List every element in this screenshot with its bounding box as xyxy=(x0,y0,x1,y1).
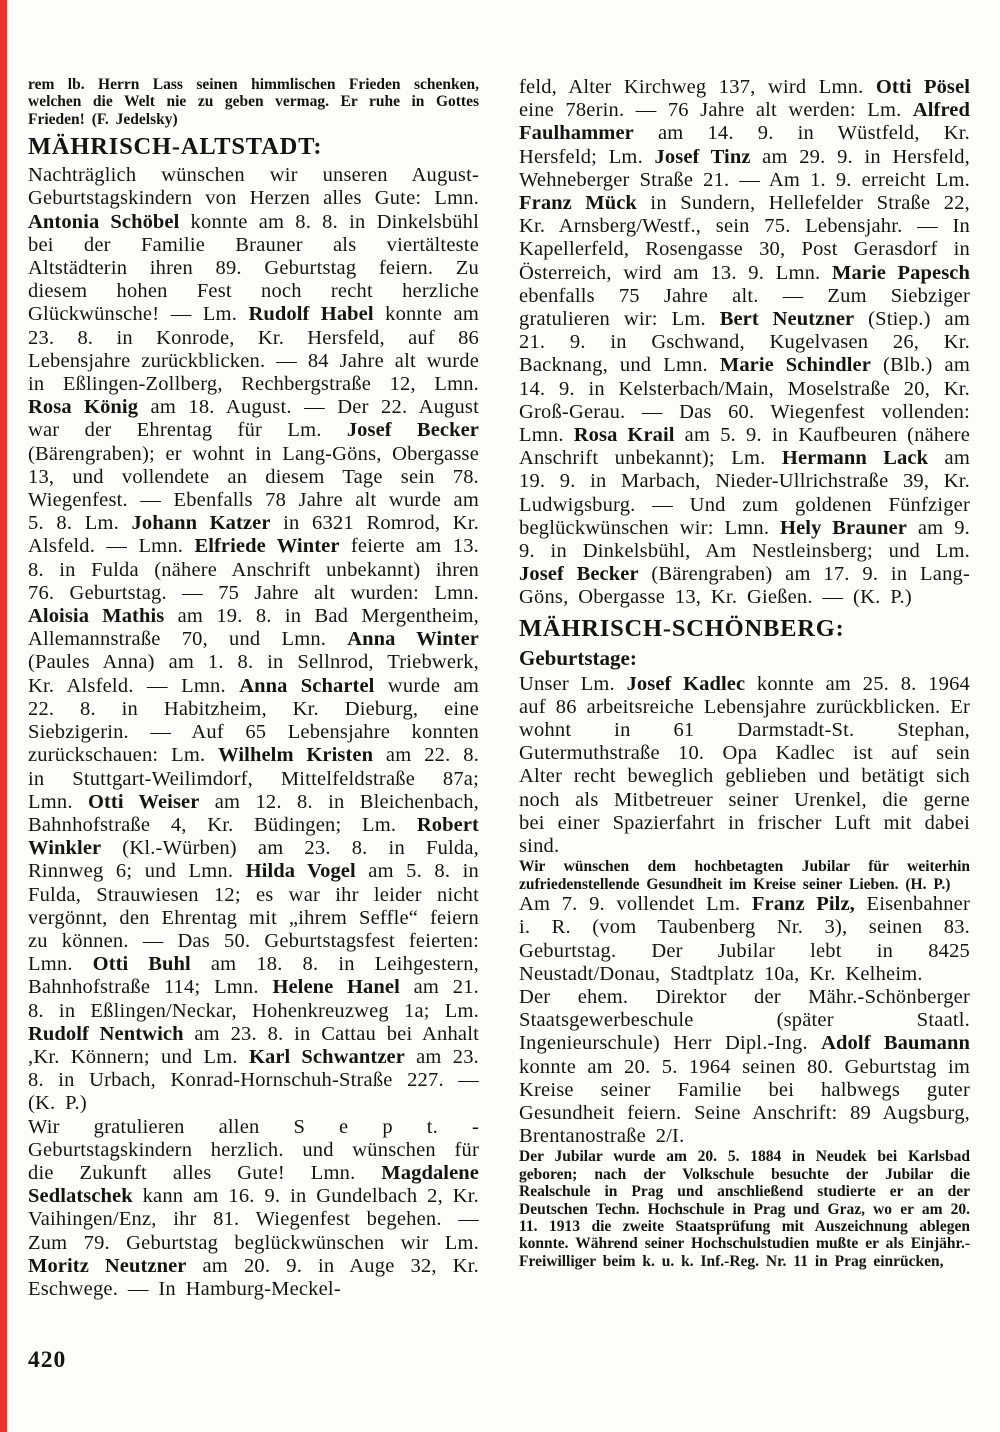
september-birthdays-paragraph: Wir gratulieren allen S e p t. - Geburtstagskindern herzlich. und wünschen für die Zukunft alles Gute! Lmn. Magdalene Sedlatschek kann am 16. 9. in Gundelbach 2, Kr. Vaihingen/Enz, ihr 81. Wiegenfest begehen. — Zum 79. Geburtstag beglückwünschen wir Lm. Moritz Neutzner am 20. 9. in Auge 32, Kr. Eschwege. — In Hamburg-Meckel- xyxy=(28,1115,479,1300)
right-column xyxy=(519,76,970,1374)
kadlec-wishes-note: Wir wünschen dem hochbetagten Jubilar für weiterhin zufriedenstellende Gesundheit im Kreise seiner Lieben. (H. P.) xyxy=(519,858,970,893)
august-birthdays-paragraph: Nachträglich wünschen wir unseren August-Geburtstagskindern von Herzen alles Gute: Lmn. Antonia Schöbel konnte am 8. 8. in Dinkelsbühl bei der Familie Brauner als viertälteste Altstädterin ihren 89. Geburtstag feiern. Zu diesem hohen Fest noch recht herzliche Glückwünsche! — Lm. Rudolf Habel konnte am 23. 8. in Konrode, Kr. Hersfeld, auf 86 Lebensjahre zurückblicken. — 84 Jahre alt wurde in Eßlingen-Zollberg, Rechbergstraße 12, Lmn. Rosa König am 18. August. — Der 22. August war der Ehrentag für Lm. Josef Becker (Bärengraben); er wohnt in Lang-Göns, Obergasse 13, und vollendete an diesem Tage sein 78. Wiegenfest. — Ebenfalls 78 Jahre alt wurde am 5. 8. Lm. Johann Katzer in 6321 Romrod, Kr. Alsfeld. — Lmn. Elfriede Winter feierte am 13. 8. in Fulda (nähere Anschrift unbekannt) ihren 76. Geburtstag. — 75 Jahre alt wurden: Lmn. Aloisia Mathis am 19. 8. in Bad Mergentheim, Allemannstraße 70, und Lmn. Anna Winter (Paules Anna) am 1. 8. in Sellnrod, Triebwerk, Kr. Alsfeld. — Lmn. Anna Schartel wurde am 22. 8. in Habitzheim, Kr. Dieburg, eine Siebzigerin. — Auf 65 Lebensjahre konnten zurückschauen: Lm. Wilhelm Kristen am 22. 8. in Stuttgart-Weilimdorf, Mittelfeldstraße 87a; Lmn. Otti Weiser am 12. 8. in Bleichenbach, Bahnhofstraße 4, Kr. Büdingen; Lm. Robert Winkler (Kl.-Würben) am 23. 8. in Fulda, Rinnweg 6; und Lmn. Hilda Vogel am 5. 8. in Fulda, Strauwiesen 12; es war ihr leider nicht vergönnt, den Ehrentag mit „ihrem Seffle“ feiern zu können. — Das 50. Geburtstagsfest feierten: Lmn. Otti Buhl am 18. 8. in Leihgestern, Bahnhofstraße 114; Lmn. Helene Hanel am 21. 8. in Eßlingen/Neckar, Hohenkreuzweg 1a; Lm. Rudolf Nentwich am 23. 8. in Cattau bei Anhalt ,Kr. Könnern; und Lm. Karl Schwantzer am 23. 8. in Urbach, Konrad-Hornschuh-Straße 227. — (K. P.) xyxy=(28,164,480,1115)
subheading-geburtstage: Geburtstage: xyxy=(519,645,637,670)
section-heading-maehrisch-altstadt: MÄHRISCH-ALTSTADT: xyxy=(28,133,323,161)
pilz-birthday-paragraph: Am 7. 9. vollendet Lm. Franz Pilz, Eisenbahner i. R. (vom Taubenberg Nr. 3), seinen 83. Geburtstag. Der Jubilar lebt in 8425 Neustadt/Donau, Stadtplatz 10a, Kr. Kelheim. xyxy=(519,893,970,985)
september-birthdays-continued-paragraph: feld, Alter Kirchweg 137, wird Lmn. Otti Pösel eine 78erin. — 76 Jahre alt werden: Lm. Alfred Faulhammer am 14. 9. in Wüstfeld, Kr. Hersfeld; Lm. Josef Tinz am 29. 9. in Hersfeld, Wehneberger Straße 21. — Am 1. 9. erreicht Lm. Franz Mück in Sundern, Hellefelder Straße 22, Kr. Arnsberg/Westf., sein 75. Lebensjahr. — In Kapellerfeld, Rosengasse 30, Post Gerasdorf in Österreich, wird am 13. 9. Lmn. Marie Papesch ebenfalls 75 Jahre alt. — Zum Siebziger gratulieren wir: Lm. Bert Neutzner (Stiep.) am 21. 9. in Gschwand, Kugelvasen 26, Kr. Backnang, und Lmn. Marie Schindler (Blb.) am 14. 9. in Kelsterbach/Main, Moselstraße 20, Kr. Groß-Gerau. — Das 60. Wiegenfest vollenden: Lmn. Rosa Krail am 5. 9. in Kaufbeuren (nähere Anschrift unbekannt); Lm. Hermann Lack am 19. 9. in Marbach, Nieder-Ullrichstraße 39, Kr. Ludwigsburg. — Und zum goldenen Fünfziger beglückwünschen wir: Lmn. Hely Brauner am 9. 9. in Dinkelsbühl, Am Nestleinsberg; und Lm. Josef Becker (Bärengraben) am 17. 9. in Lang-Göns, Obergasse 13, Kr. Gießen. — (K. P.) xyxy=(519,76,971,609)
page-number: 420 xyxy=(28,1347,67,1374)
baumann-biography-note: Der Jubilar wurde am 20. 5. 1884 in Neudek bei Karlsbad geboren; nach der Volkschule besuchte der Jubilar die Realschule in Prag und anschließend studierte er an der Deutschen Techn. Hochschule in Prag und Graz, wo er am 20. 11. 1913 die zweite Staatsprüfung mit Auszeichnung ablegen konnte. Während seiner Hochschulstudien mußte er als Einjähr.-Freiwilliger beim k. u. k. Inf.-Reg. Nr. 11 in Prag einrücken, xyxy=(519,1148,970,1270)
kadlec-birthday-paragraph: Unser Lm. Josef Kadlec konnte am 25. 8. 1964 auf 86 arbeitsreiche Lebensjahre zurückblicken. Er wohnt in 61 Darmstadt-St. Stephan, Gutermuthstraße 10. Opa Kadlec ist auf sein Alter recht beweglich geblieben und betätigt sich noch als Mitbetreuer seiner Urenkel, die gerne bei einer Spazierfahrt in frischer Luft mit dabei sind. xyxy=(519,672,970,858)
section-heading-maehrisch-schoenberg: MÄHRISCH-SCHÖNBERG: xyxy=(519,614,845,642)
baumann-birthday-paragraph: Der ehem. Direktor der Mähr.-Schönberger Staatsgewerbeschule (später Staatl. Ingenieurschule) Herr Dipl.-Ing. Adolf Baumann konnte am 20. 5. 1964 seinen 80. Geburtstag im Kreise seiner Familie bei halbwegs guter Gesundheit feiern. Seine Anschrift: 89 Augsburg, Brentanostraße 2/I. xyxy=(519,985,971,1148)
left-margin-red-bar xyxy=(0,0,7,1432)
left-column xyxy=(28,76,479,1374)
obituary-closing-note: rem lb. Herrn Lass seinen himmlischen Frieden schenken, welchen die Welt nie zu geben vermag. Er ruhe in Gottes Frieden! (F. Jedelsky) xyxy=(28,76,479,128)
